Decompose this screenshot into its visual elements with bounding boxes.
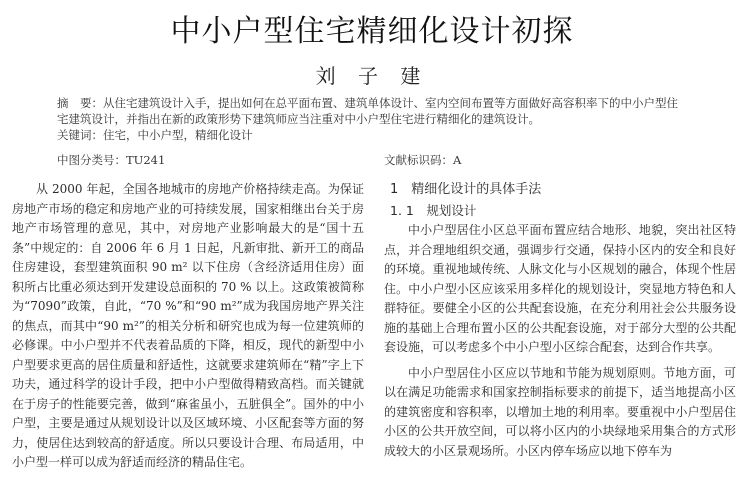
subsection-heading: 1. 1 规划设计	[390, 203, 477, 218]
clc-number: 中图分类号：TU241	[57, 153, 166, 167]
document-code: 文献标识码：A	[384, 153, 462, 167]
body-paragraph: 从 2000 年起，全国各地城市的房地产价格持续走高。为保证房地产市场的稳定和房地产业的可持续发展，国家相继出台关于房地产市场管理的意见，其中，对房地产业影响最大的是“国十五条”中规定的：自 2006 年 6 月 1 日起，凡新审批、新开工的商品住房建设，套型建筑面积 90 m² 以下住房（含经济适用住房）面积所占比重必须达到开发建设总面积的 70 % 以上。这政策被简称为“7090”政策，自此，“70 %”和“90 m²”成为我国房地产界关注的焦点，而其中“90 m²”的相关分析和研究也成为每一位建筑师的必修课。中小户型并不代表着品质的下降，相反，现代的新型中小户型要求更高的居住质量和舒适性，这就要求建筑师在“精”字上下功夫，通过科学的设计手段，把中小户型做得精致高档。而关键就在于房子的性能要完善，做到“麻雀虽小，五脏俱全”。国外的中小户型，主要是通过从规划设计以及区域环境、小区配套等方面的努力，使居住达到较高的舒适度。所以只要设计合理、布局适用，中小户型一样可以成为舒适而经济的精品住宅。	[12, 182, 364, 469]
left-column	[12, 180, 364, 473]
right-column	[384, 180, 736, 461]
abstract-label: 摘 要：	[57, 96, 103, 110]
abstract-paragraph	[57, 95, 687, 127]
paper-title: 中小户型住宅精细化设计初探	[170, 14, 574, 49]
body-paragraph: 中小户型居住小区应以节地和节能为规划原则。节地方面，可以在满足功能需求和国家控制指标要求的前提下，适当地提高小区的建筑密度和容积率，以增加土地的利用率。要重视中小户型居住小区的公共开放空间，可以将小区内的小块绿地采用集合的方式形成较大的小区景观场所。小区内停车场应以地下停车为	[384, 365, 736, 458]
author-name: 刘 子 建	[315, 64, 429, 88]
body-paragraph: 中小户型居住小区总平面布置应结合地形、地貌，突出社区特点，并合理地组织交通，强调步行交通，保持小区内的安全和良好的环境。重视地域传统、人脉文化与小区规划的融合，体现个性居住。中小户型小区应该采用多样化的规划设计，突显地方特色和人群特征。要健全小区的公共配套设施，在充分利用社会公共服务设施的基础上合理布置小区的公共配套设施，对于部分大型的公共配套设施，可以考虑多个中小户型小区综合配套，达到合作共享。	[384, 223, 736, 354]
abstract-text: 从住宅建筑设计入手，提出如何在总平面布置、建筑单体设计、室内空间布置等方面做好高容积率下的中小户型住宅建筑设计，并指出在新的政策形势下建筑师应当注重对中小户型住宅进行精细化的建筑设计。	[57, 96, 678, 126]
abstract-block	[57, 95, 687, 143]
keywords: 关键词：住宅，中小户型，精细化设计	[57, 128, 253, 142]
section-heading: 1 精细化设计的具体手法	[390, 182, 542, 197]
